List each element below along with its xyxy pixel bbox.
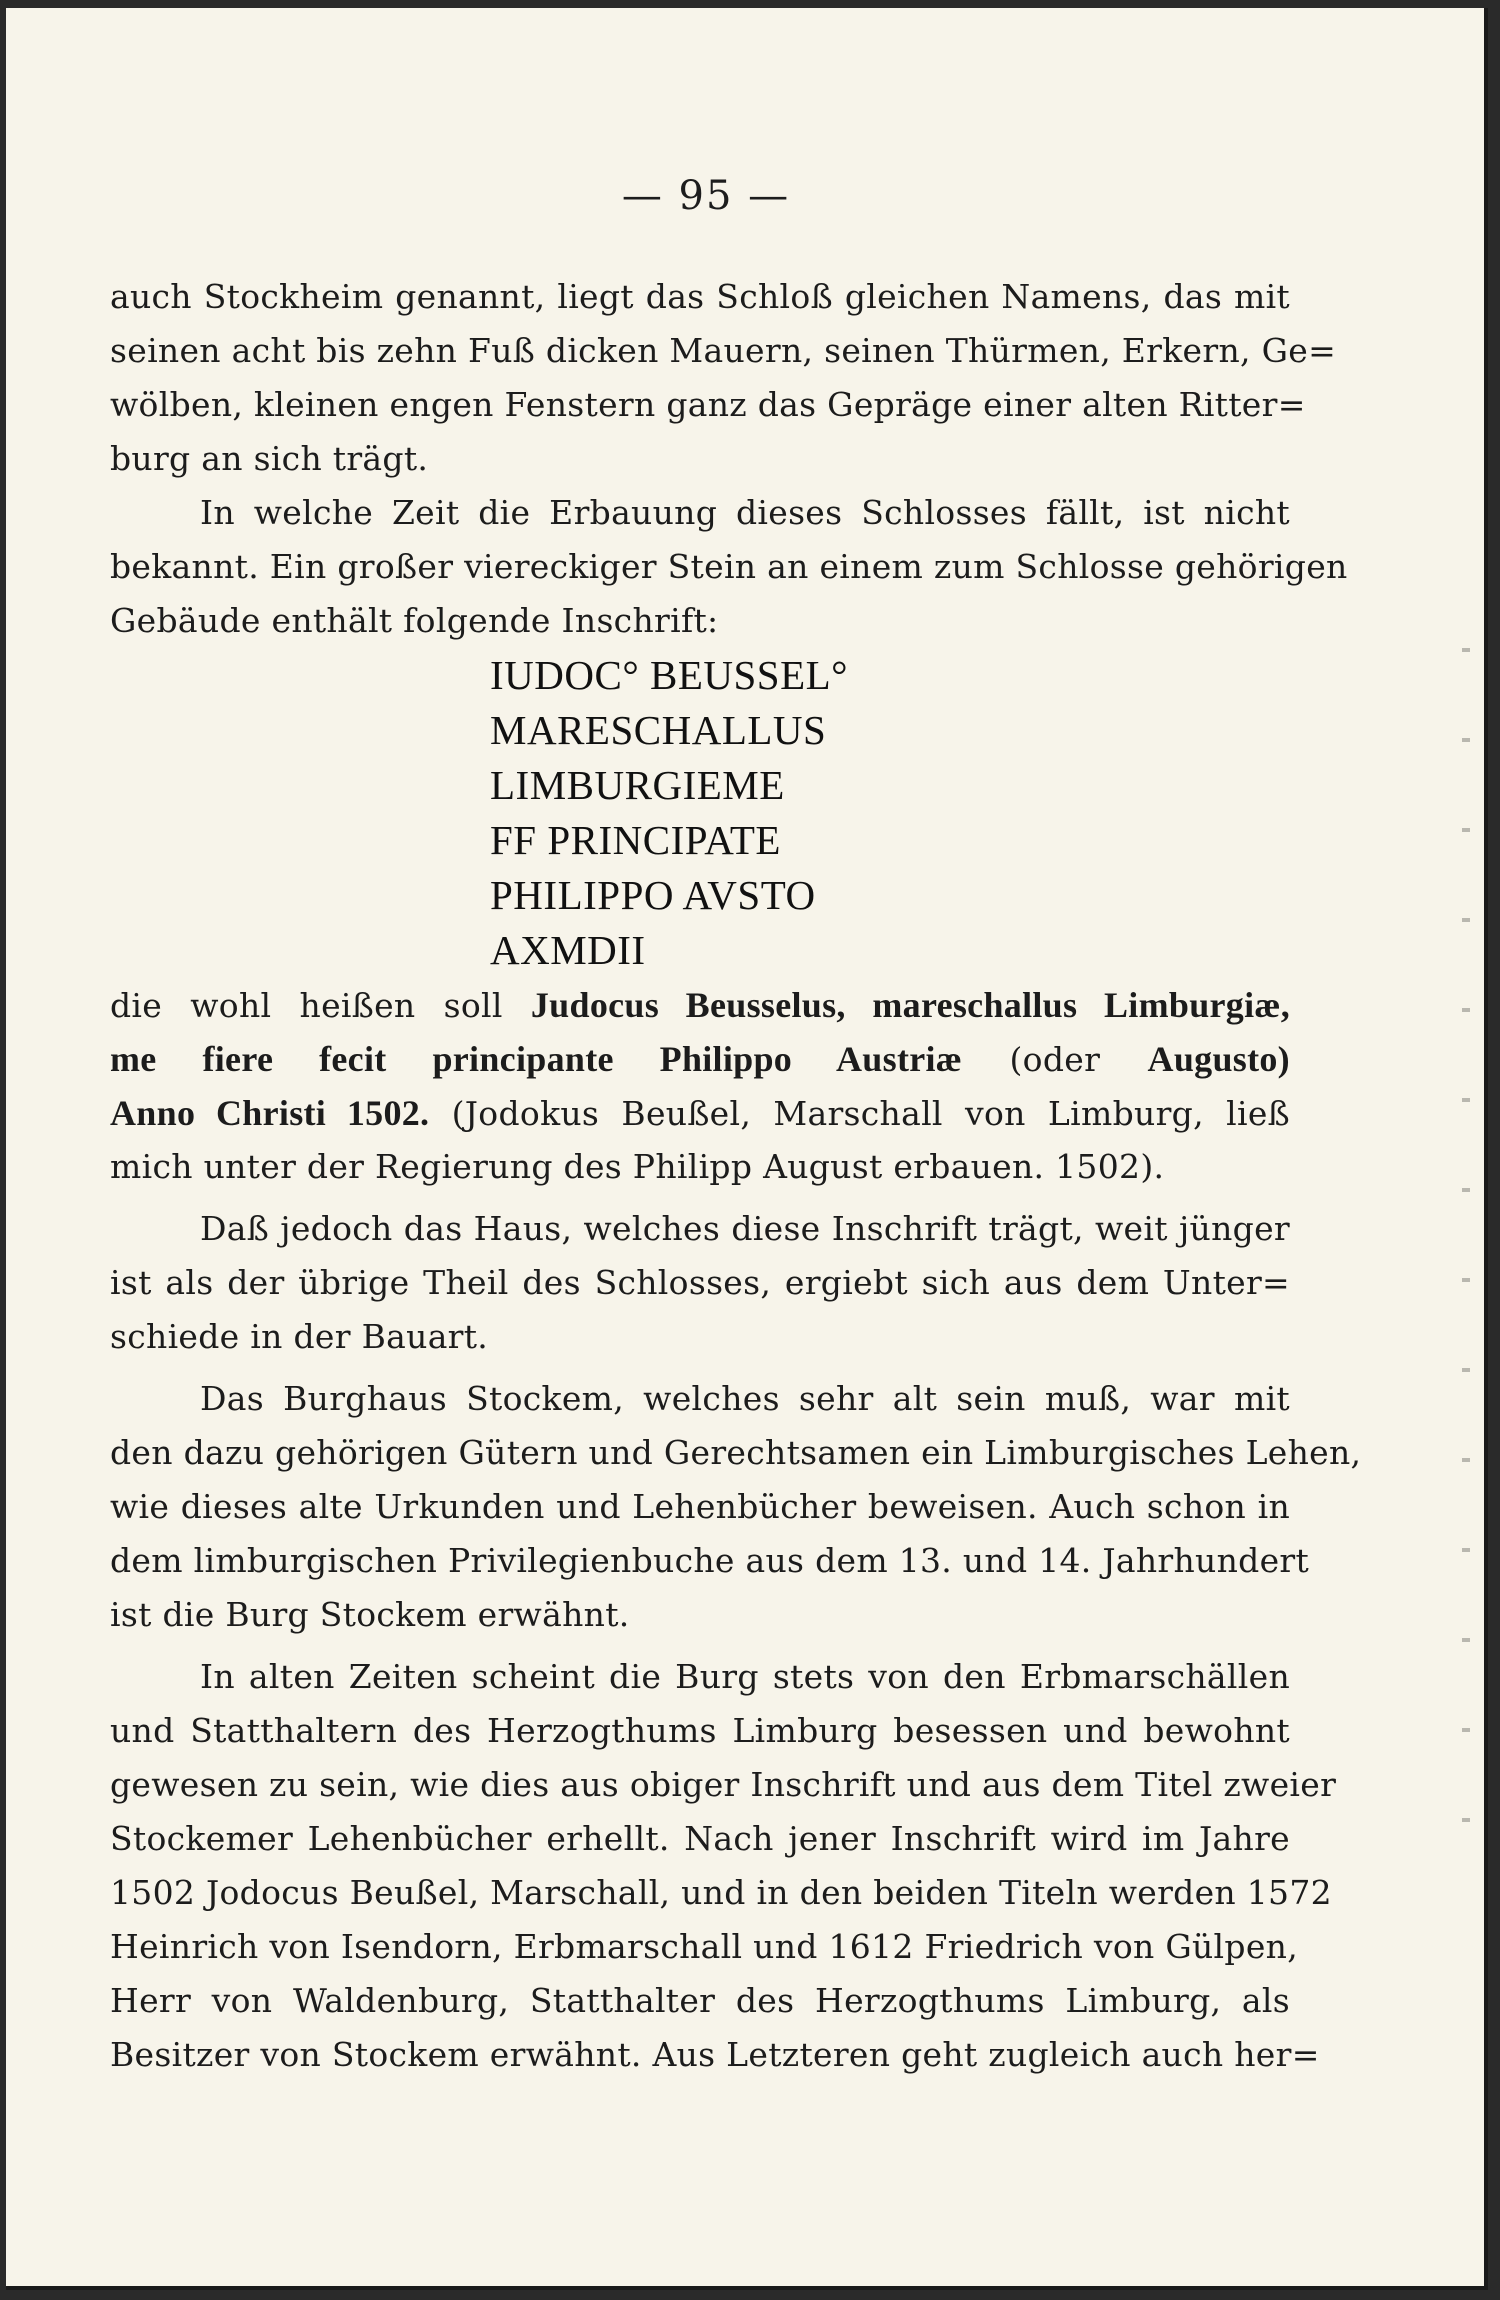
text-line: ist die Burg Stockem erwähnt. [110, 1595, 630, 1634]
text-line: Heinrich von Isendorn, Erbmarschall und 1612 Friedrich von Gülpen, [110, 1927, 1298, 1966]
body-text [110, 270, 1362, 2082]
inscription-line: AXMDII [490, 927, 646, 973]
text-line: In welche Zeit die Erbauung dieses Schlosses fällt, ist nicht [200, 493, 1290, 532]
book-page [6, 8, 1488, 2290]
text-line: Gebäude enthält folgende Inschrift: [110, 601, 719, 640]
text-line: bekannt. Ein großer viereckiger Stein an einem zum Schlosse gehörigen [110, 547, 1348, 586]
text-line: wie dieses alte Urkunden und Lehenbücher beweisen. Auch schon in [110, 1487, 1290, 1526]
paragraph-gap [110, 1364, 1290, 1372]
inscription-block [110, 648, 1290, 978]
paragraph-gap [110, 1194, 1290, 1202]
text-line: dem limburgischen Privilegienbuche aus dem 13. und 14. Jahrhundert [110, 1541, 1310, 1580]
text-line [110, 1032, 1290, 1086]
text-line: mich unter der Regierung des Philipp August erbauen. 1502). [110, 1147, 1165, 1186]
text-line: und Statthaltern des Herzogthums Limburg besessen und bewohnt [110, 1711, 1290, 1750]
page-number: — 95 — [621, 173, 791, 219]
text-line: Daß jedoch das Haus, welches diese Inschrift trägt, weit jünger [200, 1209, 1290, 1248]
text-line: gewesen zu sein, wie dies aus obiger Inschrift und aus dem Titel zweier [110, 1765, 1337, 1804]
text-line: Stockemer Lehenbücher erhellt. Nach jener Inschrift wird im Jahre [110, 1819, 1290, 1858]
text-line: wölben, kleinen engen Fenstern ganz das Gepräge einer alten Ritter= [110, 385, 1306, 424]
text-line: ist als der übrige Theil des Schlosses, ergiebt sich aus dem Unter= [110, 1263, 1290, 1302]
text-segment: (Jodokus Beußel, Marschall von Limburg, ließ [429, 1094, 1290, 1133]
inscription-line: LIMBURGIEME [490, 762, 785, 808]
inscription-line: FF PRINCIPATE [490, 817, 781, 863]
text-line [110, 1086, 1290, 1140]
page-edge-shadow [1462, 608, 1470, 1908]
text-segment: die wohl heißen soll [110, 986, 531, 1025]
text-line: Besitzer von Stockem erwähnt. Aus Letzteren geht zugleich auch her= [110, 2035, 1320, 2074]
text-segment: (oder [962, 1040, 1148, 1079]
latin-translation: me fiere fecit principante Philippo Austriæ [110, 1039, 963, 1079]
text-line: burg an sich trägt. [110, 439, 429, 478]
text-line: 1502 Jodocus Beußel, Marschall, und in den beiden Titeln werden 1572 [110, 1873, 1332, 1912]
inscription-line: PHILIPPO AVSTO [490, 872, 816, 918]
latin-translation: Judocus Beusselus, mareschallus Limburgiæ, [530, 985, 1290, 1025]
text-line: schiede in der Bauart. [110, 1317, 489, 1356]
text-line: Das Burghaus Stockem, welches sehr alt sein muß, war mit [200, 1379, 1290, 1418]
inscription-line: MARESCHALLUS [490, 707, 827, 753]
text-line: In alten Zeiten scheint die Burg stets von den Erbmarschällen [200, 1657, 1290, 1696]
latin-translation: Anno Christi 1502. [110, 1093, 430, 1133]
paragraph-gap [110, 1642, 1290, 1650]
text-line: Herr von Waldenburg, Statthalter des Herzogthums Limburg, als [110, 1981, 1290, 2020]
text-line: den dazu gehörigen Gütern und Gerechtsamen ein Limburgisches Lehen, [110, 1433, 1362, 1472]
latin-translation: Augusto) [1147, 1039, 1290, 1079]
inscription-line: IUDOC° BEUSSEL° [490, 652, 849, 698]
text-line [110, 978, 1290, 1032]
text-line: seinen acht bis zehn Fuß dicken Mauern, seinen Thürmen, Erkern, Ge= [110, 331, 1337, 370]
text-line: auch Stockheim genannt, liegt das Schloß gleichen Namens, das mit [110, 277, 1290, 316]
